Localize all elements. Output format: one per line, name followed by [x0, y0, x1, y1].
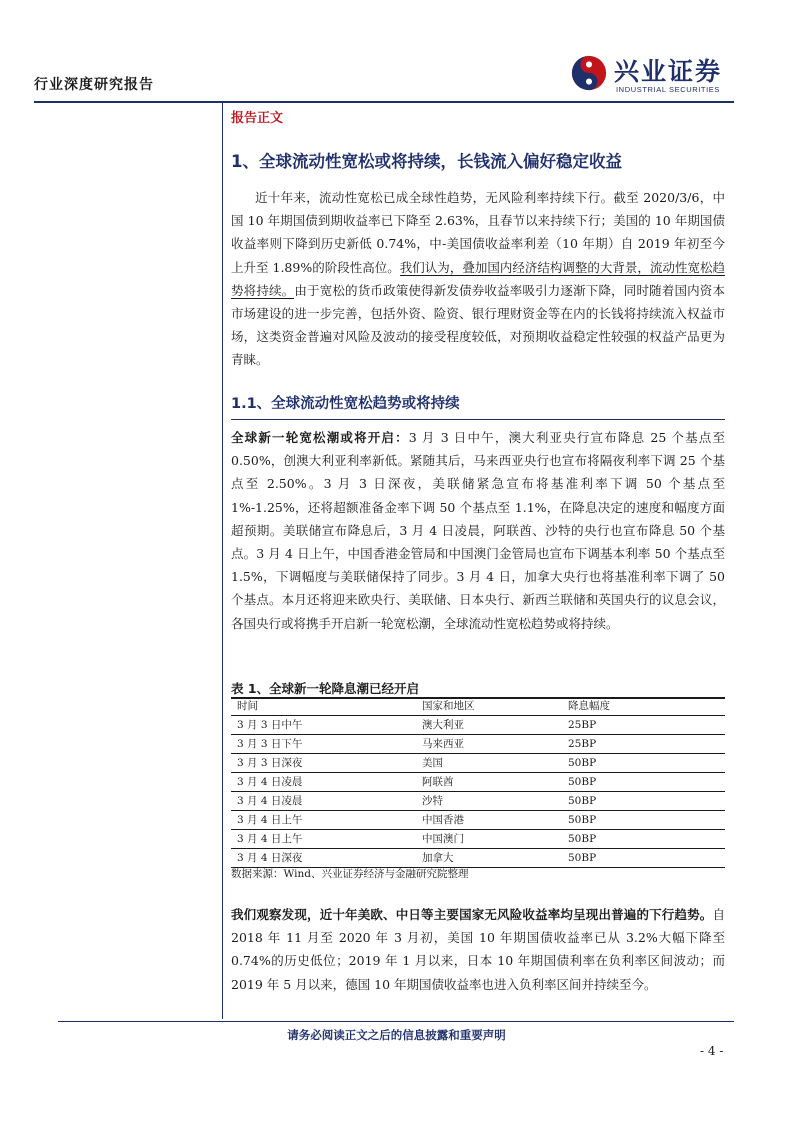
report-type: 行业深度研究报告	[34, 77, 154, 93]
section-1-title: 1、全球流动性宽松或将持续，长钱流入偏好稳定收益	[231, 152, 622, 171]
section-1-paragraph	[231, 186, 725, 372]
cell-cut: 50BP	[568, 792, 725, 811]
logo-mark-icon	[570, 54, 608, 92]
column-header: 时间	[231, 698, 422, 716]
cell-cut: 25BP	[568, 735, 725, 754]
left-margin-rule	[222, 101, 223, 1019]
cell-time: 3 月 4 日深夜	[231, 849, 422, 868]
lead-bold-text: 我们观察发现，近十年美欧、中日等主要国家无风险收益率均呈现出普遍的下行趋势。	[231, 907, 713, 922]
para-body: 3 月 3 日中午，澳大利亚央行宣布降息 25 个基点至 0.50%，创澳大利亚利率新低。紧随其后，马来西亚央行也宣布将隔夜利率下调 25 个基点至 2.50%。3 月 3 日深夜，美联储紧急宣布将基准利率下调 50 个基点至 1%-1.25%，还将超额准备金率下调 50 个基点至 1.1%，在降息决定的速度和幅度方面超预期。美联储宣布降息后，3 月 4 日凌晨，阿联酋、沙特的央行也宣布降息 50 个基点。3 月 4 日上午，中国香港金管局和中国澳门金管局也宣布下调基本利率 50 个基点至 1.5%，下调幅度与美联储保持了同步。3 月 4 日，加拿大央行也将基准利率下调了 50 个基点。本月还将迎来欧央行、美联储、日本央行、新西兰联储和英国央行的议息会议，各国央行或将携手开启新一轮宽松潮，全球流动性宽松趋势或将持续。	[231, 430, 725, 631]
cell-cut: 50BP	[568, 754, 725, 773]
cell-time: 3 月 3 日中午	[231, 716, 422, 735]
column-header: 国家和地区	[422, 698, 568, 716]
cell-region: 加拿大	[422, 849, 568, 868]
column-header: 降息幅度	[568, 698, 725, 716]
section-1-1-title: 1.1、全球流动性宽松趋势或将持续	[231, 396, 460, 412]
table-row	[231, 773, 725, 792]
table-row	[231, 849, 725, 868]
observation-paragraph	[231, 903, 725, 996]
table-header-row	[231, 698, 725, 716]
cell-region: 阿联酋	[422, 773, 568, 792]
cell-time: 3 月 4 日上午	[231, 811, 422, 830]
table-row	[231, 735, 725, 754]
header-divider	[34, 101, 734, 103]
cell-time: 3 月 3 日深夜	[231, 754, 422, 773]
cell-cut: 50BP	[568, 811, 725, 830]
disclaimer-note: 请务必阅读正文之后的信息披露和重要声明	[287, 1028, 506, 1042]
para-body: 自 2018 年 11 月至 2020 年 3 月初，美国 10 年期国债收益率已从 3.2%大幅下降至 0.74%的历史低位；2019 年 1 月以来，日本 10 年期国债利率在负利率区间波动；而 2019 年 5 月以来，德国 10 年期国债收益率也进入负利率区间并持续至今。	[231, 907, 725, 992]
table-caption: 表 1、全球新一轮降息潮已经开启	[231, 681, 420, 696]
cell-cut: 50BP	[568, 773, 725, 792]
table-row	[231, 830, 725, 849]
lead-bold-text: 全球新一轮宽松潮或将开启：	[231, 430, 409, 445]
page-number: - 4 -	[700, 1044, 724, 1058]
cell-region: 沙特	[422, 792, 568, 811]
cell-region: 美国	[422, 754, 568, 773]
cell-cut: 50BP	[568, 849, 725, 868]
company-logo	[570, 52, 740, 98]
underlined-claim: 我们认为，叠加国内经济结构调整的大背景，流动性宽松趋势将持续。	[231, 259, 725, 298]
cell-region: 中国澳门	[422, 830, 568, 849]
logo-en-text: INDUSTRIAL SECURITIES	[616, 85, 721, 94]
section-1-1-paragraph	[231, 426, 725, 635]
table-row	[231, 716, 725, 735]
cell-time: 3 月 4 日凌晨	[231, 792, 422, 811]
footer-divider	[58, 1021, 734, 1022]
cell-time: 3 月 4 日上午	[231, 830, 422, 849]
rate-cut-table	[231, 698, 725, 868]
table-row	[231, 792, 725, 811]
table-row	[231, 754, 725, 773]
logo-cn-text: 兴业证券	[614, 57, 723, 86]
section-tag: 报告正文	[231, 111, 284, 126]
cell-region: 中国香港	[422, 811, 568, 830]
para-text: 近十年来，流动性宽松已成全球性趋势，无风险利率持续下行。截至 2020/3/6，中国 10 年期国债到期收益率已下降至 2.63%，且春节以来持续下行；美国的 10 年期国债收益率则下降到历史新低 0.74%，中-美国债收益率利差（10 年期）自 2019 年初至今上升至 1.89%的阶段性高位。	[231, 190, 725, 275]
table-source: 数据来源：Wind、兴业证券经济与金融研究院整理	[231, 868, 469, 880]
cell-region: 马来西亚	[422, 735, 568, 754]
subsection-underline	[231, 419, 725, 420]
table-row	[231, 811, 725, 830]
cell-cut: 25BP	[568, 716, 725, 735]
cell-time: 3 月 4 日凌晨	[231, 773, 422, 792]
cell-region: 澳大利亚	[422, 716, 568, 735]
cell-time: 3 月 3 日下午	[231, 735, 422, 754]
para-text-cont: 由于宽松的货币政策使得新发债券收益率吸引力逐渐下降，同时随着国内资本市场建设的进一步完善，包括外资、险资、银行理财资金等在内的长钱将持续流入权益市场，这类资金普遍对风险及波动的接受程度较低，对预期收益稳定性较强的权益产品更为青睐。	[231, 282, 725, 368]
cell-cut: 50BP	[568, 830, 725, 849]
